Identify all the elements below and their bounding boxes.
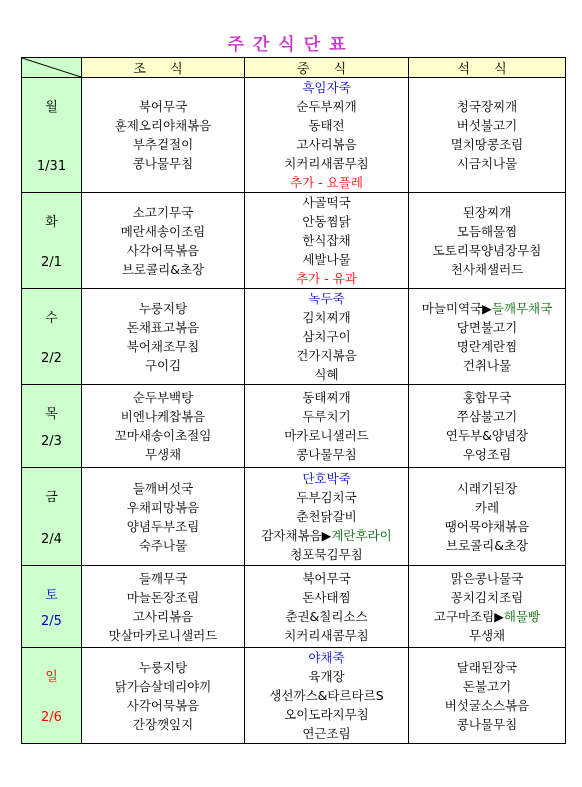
menu-item xyxy=(409,715,565,734)
day-name: 토 xyxy=(45,588,58,603)
menu-item-text: 무생채 xyxy=(468,627,506,643)
menu-item-text: 북어무국 xyxy=(302,570,351,586)
day-name: 월 xyxy=(45,100,58,115)
menu-item-text: 버섯불고기 xyxy=(456,118,518,133)
menu-item-text: 우엉조림 xyxy=(462,447,512,462)
menu-item xyxy=(409,696,565,715)
menu-item xyxy=(409,658,565,677)
menu-item-text: 모듬해물찜 xyxy=(456,223,518,239)
menu-item xyxy=(82,677,244,696)
menu-item xyxy=(409,318,565,337)
menu-item-alternate: 계란후라이 xyxy=(331,528,392,543)
menu-item-text: 구이김 xyxy=(144,357,182,373)
menu-item-text: 꼬마새송이초절임 xyxy=(114,428,212,443)
menu-item xyxy=(245,488,408,507)
day-row xyxy=(22,78,566,193)
day-date: 2/5 xyxy=(41,614,62,629)
lunch-cell xyxy=(245,193,409,289)
menu-item-text: 건취나물 xyxy=(462,357,512,373)
menu-item xyxy=(245,231,408,250)
menu-item-text: 닭가슴살데리야끼 xyxy=(114,678,212,694)
menu-item-text: 추가 - 요플레 xyxy=(290,175,363,190)
menu-item-text: 홍합무국 xyxy=(462,390,512,405)
menu-item xyxy=(245,388,408,407)
menu-item xyxy=(409,407,565,426)
menu-item xyxy=(409,299,565,318)
menu-item xyxy=(409,241,565,260)
menu-item xyxy=(245,250,408,269)
menu-item-text: 청포묵김무침 xyxy=(290,547,363,562)
menu-item-text: 흑임자죽 xyxy=(302,80,351,95)
menu-item-text: 청국장찌개 xyxy=(456,99,518,114)
menu-item xyxy=(82,222,244,241)
day-date: 2/6 xyxy=(41,710,62,725)
breakfast-cell xyxy=(82,193,245,289)
menu-item-text: 건가지볶음 xyxy=(296,348,357,363)
menu-item xyxy=(409,588,565,607)
menu-item-text: 삼치구이 xyxy=(302,329,351,344)
menu-item xyxy=(245,154,408,173)
menu-item xyxy=(245,507,408,526)
breakfast-cell xyxy=(82,648,245,744)
menu-item-alternate: 들깨무채국 xyxy=(491,300,553,316)
menu-item xyxy=(409,479,565,498)
day-cell xyxy=(22,648,82,744)
menu-item xyxy=(245,327,408,346)
menu-item-text: 생선까스&타르타르S xyxy=(269,688,384,703)
menu-item xyxy=(82,337,244,356)
breakfast-cell xyxy=(82,468,245,566)
menu-item-text: 멸치땅콩조림 xyxy=(450,137,524,152)
menu-item-text: 두루치기 xyxy=(302,409,351,424)
day-name: 화 xyxy=(45,215,58,230)
menu-item xyxy=(82,135,244,154)
menu-item-text: 시금치나물 xyxy=(456,156,518,171)
menu-item xyxy=(245,193,408,212)
menu-item xyxy=(245,705,408,724)
menu-item-text: 누룽지탕 xyxy=(138,659,188,675)
day-cell xyxy=(22,566,82,648)
menu-item-text: 소고기무국 xyxy=(132,204,194,220)
menu-item xyxy=(245,212,408,231)
menu-item xyxy=(409,388,565,407)
menu-item xyxy=(245,289,408,308)
menu-item-text: 된장찌개 xyxy=(462,204,512,220)
menu-item-text: 육개장 xyxy=(308,669,345,684)
menu-item-text: 돈채표고볶음 xyxy=(126,319,200,335)
menu-item xyxy=(82,626,244,645)
menu-item xyxy=(82,445,244,464)
day-cell xyxy=(22,468,82,566)
menu-item-text: 부추겉절이 xyxy=(132,137,194,152)
menu-item xyxy=(82,607,244,626)
menu-item-text: 치커리새콤무침 xyxy=(284,627,369,643)
day-name: 수 xyxy=(45,311,58,326)
menu-item-text: 순두부백탕 xyxy=(132,390,194,405)
menu-item xyxy=(82,658,244,677)
menu-item-text: 춘천닭갈비 xyxy=(296,509,357,524)
menu-item-text: 고구마조림▶ xyxy=(433,608,504,624)
menu-item-text: 감자채볶음▶ xyxy=(261,528,332,543)
menu-item-text: 맑은콩나물국 xyxy=(450,570,524,586)
menu-item xyxy=(245,445,408,464)
menu-item-text: 브로콜리&초장 xyxy=(445,537,529,553)
menu-item xyxy=(245,407,408,426)
day-cell xyxy=(22,78,82,193)
menu-item xyxy=(409,356,565,375)
menu-item-text: 사각어묵볶음 xyxy=(126,242,200,258)
breakfast-cell xyxy=(82,78,245,193)
menu-item xyxy=(82,154,244,173)
day-date: 2/3 xyxy=(41,434,62,449)
day-row xyxy=(22,385,566,468)
menu-item-text: 오이도라지무침 xyxy=(284,707,369,722)
menu-item-text: 추가 - 유과 xyxy=(296,271,357,286)
menu-item xyxy=(82,569,244,588)
menu-item xyxy=(409,607,565,626)
breakfast-cell xyxy=(82,566,245,648)
menu-item-text: 도토리묵양념장무침 xyxy=(432,242,542,258)
menu-item-text: 시래기된장 xyxy=(456,480,518,496)
menu-item xyxy=(409,154,565,173)
menu-item xyxy=(409,97,565,116)
menu-item-text: 명란계란찜 xyxy=(456,338,518,354)
menu-item-text: 카레 xyxy=(474,499,500,515)
menu-item-text: 마늘돈장조림 xyxy=(126,589,200,605)
day-cell xyxy=(22,385,82,468)
menu-item xyxy=(82,426,244,445)
day-cell xyxy=(22,289,82,385)
menu-item-text: 마늘미역국▶ xyxy=(421,300,492,316)
page-title: 주간식단표 xyxy=(227,35,355,55)
menu-item-text: 천사채샐러드 xyxy=(450,261,524,277)
menu-item-text: 달래된장국 xyxy=(456,659,518,675)
menu-item xyxy=(82,318,244,337)
menu-item xyxy=(245,588,408,607)
menu-item xyxy=(82,536,244,555)
menu-item xyxy=(245,135,408,154)
menu-item-text: 무생채 xyxy=(144,447,182,462)
menu-item xyxy=(245,686,408,705)
menu-item xyxy=(82,388,244,407)
menu-item xyxy=(245,269,408,288)
menu-item xyxy=(82,97,244,116)
menu-item xyxy=(245,365,408,384)
menu-item xyxy=(82,241,244,260)
lunch-cell xyxy=(245,648,409,744)
menu-item xyxy=(409,260,565,279)
lunch-cell xyxy=(245,385,409,468)
menu-item-text: 들깨무국 xyxy=(138,570,188,586)
menu-item xyxy=(409,569,565,588)
menu-item-text: 북어무국 xyxy=(138,99,188,114)
menu-item xyxy=(245,78,408,97)
breakfast-cell xyxy=(82,385,245,468)
menu-item-text: 고사리볶음 xyxy=(132,608,194,624)
menu-item xyxy=(409,445,565,464)
weekly-menu-table xyxy=(21,57,566,744)
menu-item-text: 단호박죽 xyxy=(302,471,351,486)
menu-item-text: 치커리새콤무침 xyxy=(284,156,369,171)
menu-item-text: 쭈삼불고기 xyxy=(456,409,518,424)
menu-item-text: 식혜 xyxy=(314,367,339,382)
menu-item xyxy=(409,517,565,536)
lunch-cell xyxy=(245,468,409,566)
menu-item-text: 맛살마카로니샐러드 xyxy=(108,627,218,643)
menu-item xyxy=(409,116,565,135)
menu-item-text: 고사리볶음 xyxy=(296,137,357,152)
menu-item xyxy=(409,498,565,517)
day-row xyxy=(22,289,566,385)
menu-item-text: 야채죽 xyxy=(308,650,345,665)
diagonal-line-icon xyxy=(22,58,81,77)
menu-item-text: 김치찌개 xyxy=(302,310,351,325)
menu-item xyxy=(245,308,408,327)
dinner-cell xyxy=(409,78,566,193)
menu-item-text: 메란새송이조림 xyxy=(120,223,206,239)
day-name: 일 xyxy=(45,670,58,685)
menu-item-text: 숙주나물 xyxy=(138,537,188,553)
dinner-cell xyxy=(409,193,566,289)
menu-item-text: 북어채조무침 xyxy=(126,338,200,354)
lunch-cell xyxy=(245,78,409,193)
day-cell xyxy=(22,193,82,289)
day-name: 금 xyxy=(45,490,58,505)
menu-item-text: 연두부&양념장 xyxy=(445,428,529,443)
dinner-cell xyxy=(409,385,566,468)
menu-item xyxy=(409,337,565,356)
menu-item xyxy=(245,607,408,626)
day-date: 2/2 xyxy=(41,351,62,366)
menu-item-text: 세발나물 xyxy=(302,252,351,267)
day-date: 2/4 xyxy=(41,532,62,547)
menu-item xyxy=(82,715,244,734)
menu-item xyxy=(82,479,244,498)
menu-item xyxy=(245,626,408,645)
menu-item-text: 양념두부조림 xyxy=(126,518,200,534)
menu-item xyxy=(409,626,565,645)
menu-item xyxy=(245,724,408,743)
menu-item-text: 땡어묵야채볶음 xyxy=(444,518,530,534)
menu-item-text: 버섯굴소스볶음 xyxy=(444,697,530,713)
menu-item xyxy=(245,667,408,686)
menu-item-text: 콩나물무침 xyxy=(456,716,518,732)
menu-item-text: 돈불고기 xyxy=(462,678,512,694)
dinner-cell xyxy=(409,648,566,744)
menu-item-text: 우채피망볶음 xyxy=(126,499,200,515)
menu-item-text: 연근조림 xyxy=(302,726,351,741)
menu-item-text: 순두부찌개 xyxy=(296,99,357,114)
menu-item xyxy=(245,426,408,445)
menu-item xyxy=(82,696,244,715)
menu-item xyxy=(82,498,244,517)
dinner-cell xyxy=(409,289,566,385)
menu-item-text: 안동찜닭 xyxy=(302,214,351,229)
day-row xyxy=(22,566,566,648)
menu-item-text: 누룽지탕 xyxy=(138,300,188,316)
menu-item-text: 사골떡국 xyxy=(302,195,351,210)
menu-item xyxy=(409,426,565,445)
menu-item xyxy=(409,222,565,241)
menu-item-text: 훈제오리야채볶음 xyxy=(114,118,212,133)
breakfast-cell xyxy=(82,289,245,385)
menu-item xyxy=(245,545,408,564)
menu-item xyxy=(245,116,408,135)
menu-item xyxy=(82,407,244,426)
day-row xyxy=(22,193,566,289)
menu-item-text: 동태전 xyxy=(308,118,345,133)
day-row xyxy=(22,468,566,566)
menu-item xyxy=(82,588,244,607)
menu-item-text: 마카로니샐러드 xyxy=(284,428,369,443)
day-date: 1/31 xyxy=(36,159,67,174)
header-row xyxy=(22,58,566,78)
menu-item-text: 돈사태찜 xyxy=(302,589,351,605)
menu-item-text: 두부김치국 xyxy=(296,490,357,505)
menu-item xyxy=(245,648,408,667)
menu-item xyxy=(245,469,408,488)
dinner-cell xyxy=(409,566,566,648)
menu-item xyxy=(245,173,408,192)
menu-item-text: 한식잡채 xyxy=(302,233,351,248)
menu-item-text: 간장깻잎지 xyxy=(132,716,194,732)
menu-item xyxy=(409,536,565,555)
menu-item xyxy=(409,677,565,696)
menu-item xyxy=(245,97,408,116)
menu-item-text: 동태찌개 xyxy=(302,390,351,405)
menu-item-text: 녹두죽 xyxy=(308,291,345,306)
menu-item xyxy=(82,356,244,375)
day-row xyxy=(22,648,566,744)
menu-item xyxy=(409,135,565,154)
day-date: 2/1 xyxy=(41,255,62,270)
menu-item xyxy=(82,203,244,222)
menu-item xyxy=(245,569,408,588)
menu-item xyxy=(245,346,408,365)
header-dinner: 석 식 xyxy=(409,58,566,78)
day-name: 목 xyxy=(45,407,58,422)
menu-item xyxy=(409,203,565,222)
header-lunch: 중 식 xyxy=(245,58,409,78)
dinner-cell xyxy=(409,468,566,566)
menu-item xyxy=(82,116,244,135)
menu-item xyxy=(82,299,244,318)
lunch-cell xyxy=(245,289,409,385)
menu-item-text: 춘권&칠리소스 xyxy=(285,608,368,624)
menu-item-text: 사각어묵볶음 xyxy=(126,697,200,713)
corner-cell xyxy=(22,58,82,78)
menu-item xyxy=(82,260,244,279)
menu-item-text: 브로콜리&초장 xyxy=(121,261,205,277)
menu-item xyxy=(245,526,408,545)
lunch-cell xyxy=(245,566,409,648)
menu-item-text: 들깨버섯국 xyxy=(132,480,194,496)
menu-item-text: 당면불고기 xyxy=(456,319,518,335)
header-breakfast: 조 식 xyxy=(82,58,245,78)
menu-item xyxy=(82,517,244,536)
menu-item-text: 비엔나케찹볶음 xyxy=(120,409,206,424)
menu-item-alternate: 해물빵 xyxy=(503,608,541,624)
menu-item-text: 콩나물무침 xyxy=(296,447,357,462)
menu-item-text: 꽁치김치조림 xyxy=(450,589,524,605)
menu-item-text: 콩나물무침 xyxy=(132,156,194,171)
